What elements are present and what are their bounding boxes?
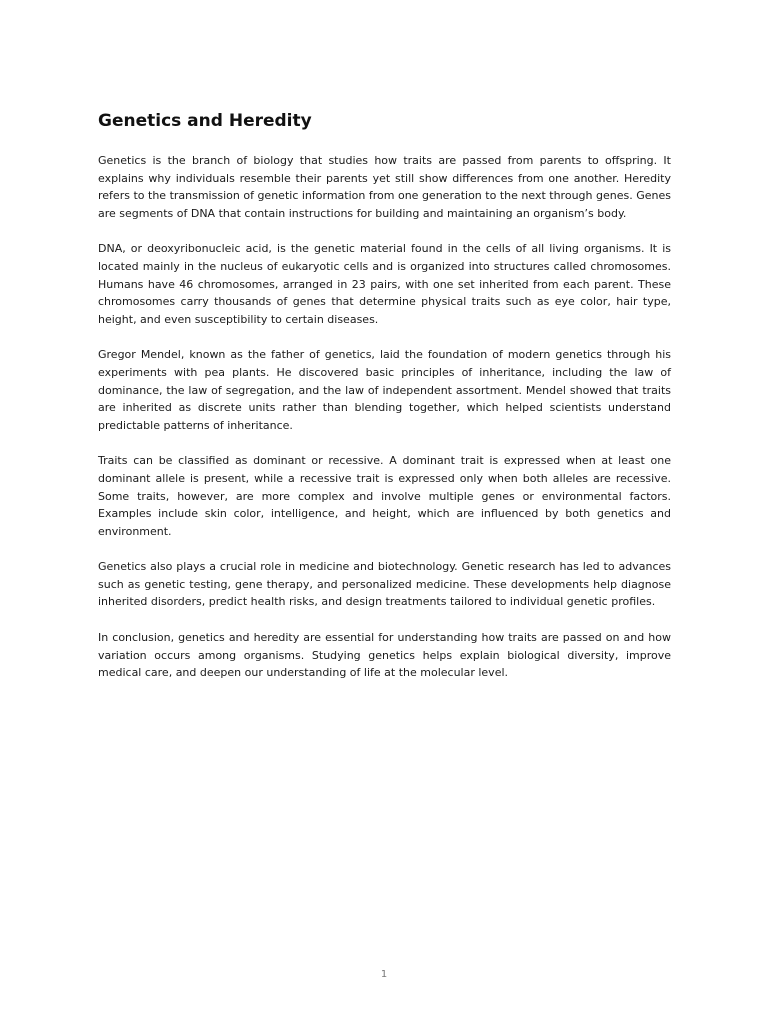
paragraph-medicine: Genetics also plays a crucial role in medicine and biotechnology. Genetic research has led to advances such as genetic testing, gene therapy, and personalized medicine. These developments help diagnose inherited disorders, predict health risks, and design treatments tailored to individual genetic profiles. [98, 560, 671, 609]
paragraph-dna: DNA, or deoxyribonucleic acid, is the genetic material found in the cells of all living organisms. It is located mainly in the nucleus of eukaryotic cells and is organized into structures called chromosomes. Humans have 46 chromosomes, arranged in 23 pairs, with one set inherited from each parent. These chromosomes carry thousands of genes that determine physical traits such as eye color, hair type, height, and even susceptibility to certain diseases. [98, 242, 671, 326]
document-title: Genetics and Heredity [98, 111, 312, 131]
paragraph-conclusion: In conclusion, genetics and heredity are essential for understanding how traits are passed on and how variation occurs among organisms. Studying genetics helps explain biological diversity, improve medical care, and deepen our understanding of life at the molecular level. [98, 631, 671, 680]
paragraph-intro: Genetics is the branch of biology that studies how traits are passed from parents to offspring. It explains why individuals resemble their parents yet still show differences from one another. Heredity refers to the transmission of genetic information from one generation to the next through genes. Genes are segments of DNA that contain instructions for building and maintaining an organism’s body. [98, 154, 671, 220]
paragraph-traits: Traits can be classified as dominant or recessive. A dominant trait is expressed when at least one dominant allele is present, while a recessive trait is expressed only when both alleles are recessive. Some traits, however, are more complex and involve multiple genes or environmental factors. Examples include skin color, intelligence, and height, which are influenced by both genetics and environment. [98, 454, 671, 538]
page-number: 1 [380, 969, 388, 980]
document-page [98, 108, 671, 700]
paragraph-mendel: Gregor Mendel, known as the father of genetics, laid the foundation of modern genetics through his experiments with pea plants. He discovered basic principles of inheritance, including the law of dominance, the law of segregation, and the law of independent assortment. Mendel showed that traits are inherited as discrete units rather than blending together, which helped scientists understand predictable patterns of inheritance. [98, 348, 671, 432]
